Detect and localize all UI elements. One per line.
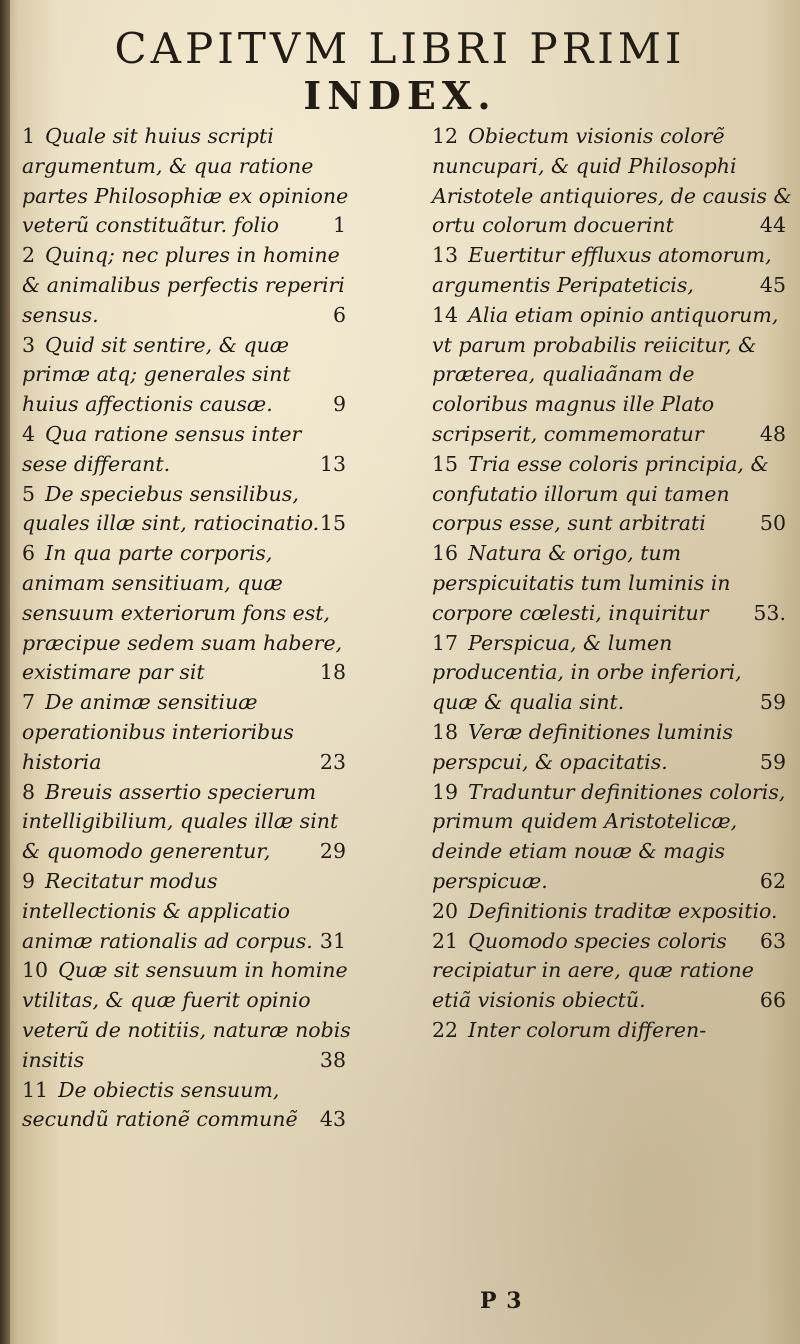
- entry-number: 8: [22, 779, 36, 804]
- index-entry: [432, 539, 792, 628]
- index-entry: [432, 450, 792, 539]
- index-entry: [432, 629, 792, 718]
- entry-number: 22: [432, 1017, 459, 1042]
- entry-number: 10: [22, 958, 49, 983]
- entry-number: 18: [432, 719, 459, 744]
- entry-number: 1: [22, 124, 36, 148]
- entry-title: Veræ definitiones luminis perspcui, & opacitatis.: [432, 719, 733, 774]
- entry-number: 15: [432, 451, 459, 476]
- entry-number: 4: [22, 421, 36, 446]
- printer-signature: P 3: [480, 1288, 523, 1314]
- index-entry: [432, 718, 792, 778]
- index-column-right: [432, 122, 792, 1312]
- entry-title: De animæ sensitiuæ operationibus interioribus historia: [22, 690, 294, 774]
- entry-number: 13: [432, 243, 459, 268]
- index-columns: [22, 122, 792, 1312]
- index-entry: [22, 1076, 352, 1136]
- index-column-left: [22, 122, 352, 1312]
- entry-number: 17: [432, 630, 459, 655]
- entry-page-number: 48: [759, 421, 786, 446]
- entry-number: 2: [22, 243, 36, 268]
- page-title: CAPITVM LIBRI PRIMI: [114, 24, 686, 73]
- entry-page-number: 9: [332, 392, 346, 417]
- index-entry: [22, 420, 352, 480]
- index-entry: [22, 122, 352, 241]
- entry-page-number: 23: [319, 749, 346, 774]
- entry-number: 16: [432, 541, 459, 566]
- page-subtitle: INDEX.: [303, 73, 497, 118]
- entry-title: Inter colorum differen-: [468, 1017, 707, 1042]
- entry-title: De obiectis sensuum, secundũ rationẽ communẽ: [22, 1077, 298, 1132]
- entry-title: Euertitur effluxus atomorum, argumentis Peripateticis,: [432, 243, 772, 297]
- index-entry: [432, 1016, 792, 1046]
- entry-page-number: 53.: [753, 600, 786, 625]
- index-entry: [432, 927, 792, 1016]
- entry-page-number: 43: [319, 1107, 346, 1132]
- entry-title: Recitatur modus intellectionis & applicatio animæ rationalis ad corpus.: [22, 868, 313, 953]
- index-entry: [22, 956, 352, 1075]
- entry-page-number: 13: [319, 451, 346, 476]
- index-entry: [22, 867, 352, 956]
- entry-page-number: 38: [319, 1047, 346, 1072]
- entry-number: 12: [432, 124, 459, 148]
- entry-page-number: 59: [759, 690, 786, 715]
- index-entry: [22, 688, 352, 777]
- entry-page-number: 6: [332, 302, 346, 327]
- entry-page-number: 66: [759, 988, 786, 1013]
- entry-page-number: 31: [319, 928, 346, 953]
- entry-number: 19: [432, 779, 459, 804]
- entry-title: Definitionis traditæ expositio.: [468, 898, 778, 923]
- entry-number: 6: [22, 541, 36, 566]
- entry-number: 20: [432, 898, 459, 923]
- index-entry: [432, 301, 792, 450]
- entry-number: 14: [432, 302, 459, 327]
- index-entry: [432, 778, 792, 897]
- entry-page-number: 29: [319, 839, 346, 864]
- entry-page-number: 59: [759, 749, 786, 774]
- entry-title: Quid sit sentire, & quæ primæ atq; generales sint huius affectionis causæ.: [22, 332, 291, 417]
- index-entry: [22, 241, 352, 330]
- entry-number: 5: [22, 481, 36, 506]
- index-entry: [22, 331, 352, 420]
- entry-page-number: 15: [319, 511, 346, 536]
- entry-title: Quale sit huius scripti argumentum, & qua ratione partes Philosophiæ ex opinione veterũ constituãtur. folio: [22, 124, 349, 238]
- entry-title: De speciebus sensilibus, quales illæ sint, ratiocinatio.: [22, 481, 320, 536]
- entry-title: Traduntur definitiones coloris, primum quidem Aristotelicæ, deinde etiam nouæ & magis perspicuæ.: [432, 779, 786, 893]
- page-header: [0, 24, 800, 118]
- index-entry: [432, 122, 792, 241]
- entry-title: Natura & origo, tum perspicuitatis tum luminis in corpore cœlesti, inquiritur: [432, 541, 731, 625]
- entry-title: Perspicua, & lumen producentia, in orbe inferiori, quæ & qualia sint.: [432, 630, 742, 715]
- entry-page-number: 18: [319, 660, 346, 685]
- entry-title: Alia etiam opinio antiquorum, vt parum probabilis reiicitur, & præterea, qualiaãnam de coloribus magnus ille Plato scripserit, commemoratur: [432, 302, 779, 446]
- index-entry: [22, 480, 352, 540]
- entry-number: 11: [22, 1077, 49, 1102]
- index-entry: [22, 539, 352, 688]
- entry-number: 21: [432, 928, 459, 953]
- index-entry: [22, 778, 352, 867]
- entry-title: Quinq; nec plures in homine & animalibus perfectis reperiri sensus.: [22, 243, 345, 327]
- entry-title: Quæ sit sensuum in homine vtilitas, & quæ fuerit opinio veterũ de notitiis, naturæ nobis insitis: [22, 958, 351, 1072]
- entry-title: In qua parte corporis, animam sensitiuam, quæ sensuum exteriorum fons est, præcipue sedem suam habere, existimare par sit: [22, 541, 343, 685]
- entry-page-number: 50: [759, 511, 786, 536]
- entry-title: Obiectum visionis colorẽ nuncupari, & quid Philosophi Aristotele antiquiores, de causis & ortu colorum docuerint: [432, 124, 792, 238]
- entry-page-number: 44: [759, 213, 786, 238]
- entry-title: Breuis assertio specierum intelligibilium, quales illæ sint & quomodo generentur,: [22, 779, 339, 864]
- index-entry: [432, 241, 792, 301]
- entry-page-number: 62: [759, 868, 786, 893]
- entry-title: Tria esse coloris principia, & confutatio illorum qui tamen corpus esse, sunt arbitrati: [432, 451, 769, 536]
- book-spine-shadow: [0, 0, 10, 1344]
- entry-page-number: 63: [759, 928, 786, 953]
- entry-number: 7: [22, 690, 36, 715]
- entry-number: 3: [22, 332, 36, 357]
- entry-title: Quomodo species coloris recipiatur in aere, quæ ratione etiã visionis obiectũ.: [432, 928, 754, 1013]
- entry-title: Qua ratione sensus inter sese differant.: [22, 421, 302, 476]
- entry-page-number: 1: [332, 213, 346, 238]
- entry-number: 9: [22, 868, 36, 893]
- entry-page-number: 45: [759, 272, 786, 297]
